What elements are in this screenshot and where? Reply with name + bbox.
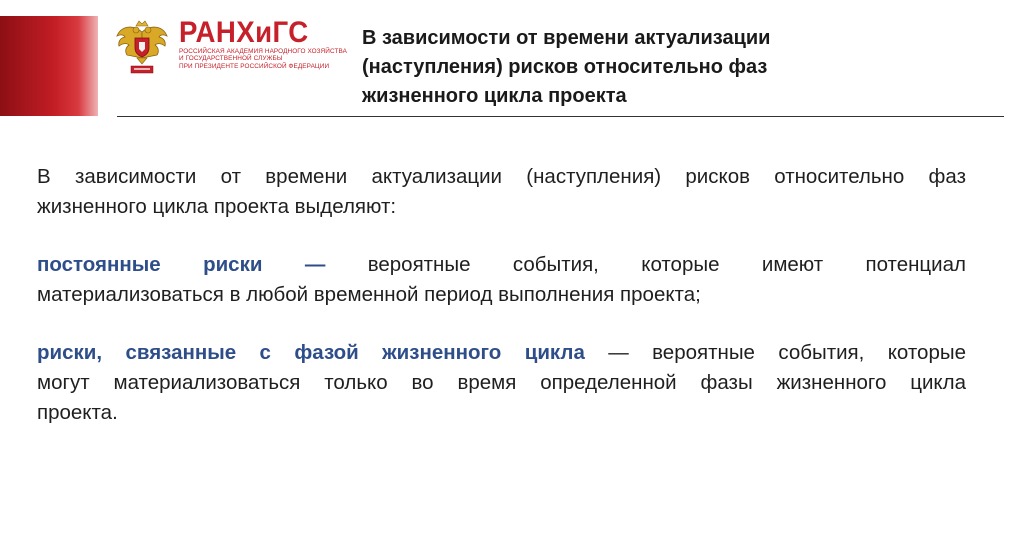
header-divider (117, 116, 1004, 117)
phase-risks-line (37, 338, 966, 368)
brand-subtitle-line: И ГОСУДАРСТВЕННОЙ СЛУЖБЫ (179, 55, 283, 63)
constant-risks-line (37, 250, 966, 280)
slide-body (37, 162, 966, 456)
double-headed-eagle-icon (115, 18, 169, 76)
constant-risks-paragraph (37, 250, 966, 310)
brand-name: РАНХиГС (179, 16, 309, 49)
brand-subtitle-line: ПРИ ПРЕЗИДЕНТЕ РОССИЙСКОЙ ФЕДЕРАЦИИ (179, 62, 330, 70)
phase-risks-line: могут материализоваться только во время определенной фазы жизненного цикла (37, 371, 966, 394)
slide-title (362, 24, 962, 111)
ranepa-logo (115, 18, 350, 76)
intro-line: В зависимости от времени актуализации (наступления) рисков относительно фаз (37, 165, 966, 188)
slide-title-line: жизненного цикла проекта (362, 85, 627, 107)
phase-risks-term: риски, связанные с фазой жизненного цикла (37, 341, 585, 364)
brand-subtitle (179, 48, 354, 70)
constant-risks-term: постоянные риски — (37, 253, 326, 276)
slide-title-line: В зависимости от времени актуализации (362, 27, 771, 49)
constant-risks-text: вероятные события, которые имеют потенциал (325, 253, 966, 276)
phase-risks-line: проекта. (37, 401, 118, 424)
phase-risks-paragraph (37, 338, 966, 428)
constant-risks-line: материализоваться в любой временной период выполнения проекта; (37, 283, 701, 306)
red-accent-strip (0, 16, 98, 116)
intro-paragraph (37, 162, 966, 222)
slide-title-line: (наступления) рисков относительно фаз (362, 56, 768, 78)
phase-risks-text: — вероятные события, которые (584, 341, 966, 364)
intro-line: жизненного цикла проекта выделяют: (37, 195, 397, 218)
brand-subtitle-line: РОССИЙСКАЯ АКАДЕМИЯ НАРОДНОГО ХОЗЯЙСТВА (179, 48, 347, 55)
